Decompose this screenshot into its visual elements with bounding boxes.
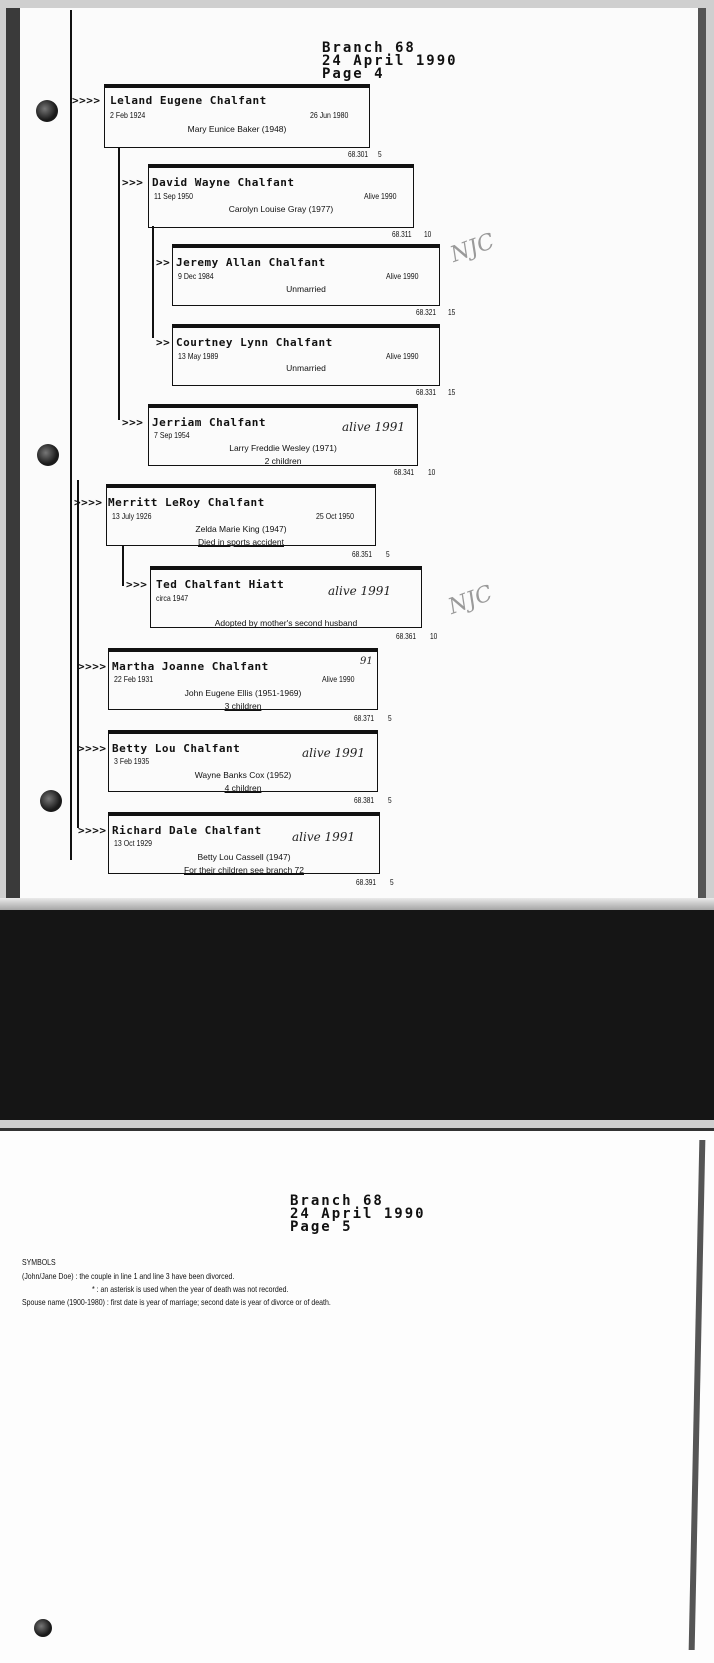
entry-name: David Wayne Chalfant <box>152 176 295 189</box>
entry-name: Betty Lou Chalfant <box>112 742 241 755</box>
entry-birth-date: 2 Feb 1924 <box>110 110 146 120</box>
entry-name: Richard Dale Chalfant <box>112 824 262 837</box>
symbols-title: SYMBOLS <box>22 1257 56 1267</box>
entry-ref: 68.311 <box>392 230 412 239</box>
entry-name: Ted Chalfant Hiatt <box>156 578 285 591</box>
symbol-asterisk: * : an asterisk is used when the year of death was not recorded. <box>92 1284 289 1294</box>
entry-birth-date: 13 July 1926 <box>112 511 152 521</box>
entry-ref: 68.341 <box>394 468 415 477</box>
entry-end-date: Alive 1990 <box>386 271 419 281</box>
page-5-header <box>290 1195 426 1234</box>
handwritten-annotation: alive 1991 <box>302 746 366 760</box>
entry-spouse: Zelda Marie King (1947) <box>195 524 287 534</box>
entry-arrow: >>> <box>122 176 144 189</box>
entry-level: 10 <box>424 230 432 239</box>
entry-name: Courtney Lynn Chalfant <box>176 336 333 349</box>
symbol-divorced: (John/Jane Doe) : the couple in line 1 and line 3 have been divorced. <box>22 1271 235 1281</box>
handwritten-initials: NJC <box>445 581 496 620</box>
binder-hole-bottom <box>34 1619 52 1637</box>
margin-rule <box>70 10 72 860</box>
binder-hole-middle <box>37 444 59 466</box>
tree-line <box>152 226 154 338</box>
entry-birth-date: 3 Feb 1935 <box>114 756 150 766</box>
entry-note: 2 children <box>264 456 302 466</box>
entry-arrow: >>>> <box>74 496 103 509</box>
entry-name: Leland Eugene Chalfant <box>110 94 267 107</box>
entry-level: 5 <box>386 550 390 559</box>
page-5-sheet <box>0 1128 714 1663</box>
binder-hole-bottom <box>40 790 62 812</box>
entry-end-date: Alive 1990 <box>386 351 419 361</box>
entry-ref: 68.351 <box>352 550 373 559</box>
entry-birth-date: 7 Sep 1954 <box>154 430 190 440</box>
entry-arrow: >> <box>156 336 171 349</box>
entry-end-date: 26 Jun 1980 <box>310 110 349 120</box>
entry-ref: 68.331 <box>416 388 437 397</box>
entry-ref: 68.391 <box>356 878 377 887</box>
entry-level: 15 <box>448 308 456 317</box>
entry-spouse: Unmarried <box>286 363 326 373</box>
page-4-header <box>322 42 458 81</box>
entry-birth-date: circa 1947 <box>156 593 189 603</box>
tree-line <box>77 480 79 828</box>
entry-spouse: Mary Eunice Baker (1948) <box>187 124 287 134</box>
entry-arrow: >>> <box>126 578 148 591</box>
entry-note: For their children see branch 72 <box>183 865 304 875</box>
handwritten-annotation: alive 1991 <box>328 584 392 598</box>
handwritten-initials: NJC <box>447 229 498 268</box>
entry-birth-date: 9 Dec 1984 <box>178 271 214 281</box>
entry-level: 5 <box>388 796 392 805</box>
symbol-spouse-dates: Spouse name (1900-1980) : first date is year of marriage; second date is year of divorce or of death. <box>22 1297 331 1307</box>
entry-end-date: 25 Oct 1950 <box>316 511 354 521</box>
header-branch: Branch 68 <box>322 40 416 56</box>
header-branch: Branch 68 <box>290 1193 384 1209</box>
entry-name: Martha Joanne Chalfant <box>112 660 269 673</box>
entry-end-date: Alive 1990 <box>322 674 355 684</box>
entry-level: 5 <box>388 714 392 723</box>
handwritten-annotation: alive 1991 <box>342 420 406 434</box>
entry-level: 10 <box>430 632 438 641</box>
entry-birth-date: 22 Feb 1931 <box>114 674 154 684</box>
entry-arrow: >>>> <box>72 94 101 107</box>
entry-arrow: >> <box>156 256 171 269</box>
entry-name: Jerriam Chalfant <box>152 416 266 429</box>
tree-line <box>122 546 124 586</box>
handwritten-annotation: alive 1991 <box>292 830 356 844</box>
header-date: 24 April 1990 <box>322 53 458 69</box>
entry-arrow: >>>> <box>78 742 107 755</box>
entry-note: Died in sports accident <box>198 537 284 547</box>
entry-level: 5 <box>378 150 382 159</box>
entry-level: 10 <box>428 468 436 477</box>
entry-spouse: Carolyn Louise Gray (1977) <box>228 204 334 214</box>
entry-birth-date: 13 May 1989 <box>178 351 219 361</box>
entry-note: 3 children <box>224 701 262 711</box>
entry-ref: 68.361 <box>396 632 417 641</box>
header-page: Page 5 <box>290 1219 353 1235</box>
binder-hole-top <box>36 100 58 122</box>
entry-birth-date: 13 Oct 1929 <box>114 838 152 848</box>
header-date: 24 April 1990 <box>290 1206 426 1222</box>
entry-ref: 68.301 <box>348 150 369 159</box>
entry-arrow: >>>> <box>78 824 107 837</box>
entry-spouse: John Eugene Ellis (1951-1969) <box>184 688 302 698</box>
entry-name: Merritt LeRoy Chalfant <box>108 496 265 509</box>
entry-arrow: >>> <box>122 416 144 429</box>
entry-ref: 68.321 <box>416 308 437 317</box>
entry-spouse: Wayne Banks Cox (1952) <box>194 770 292 780</box>
entry-spouse: Unmarried <box>286 284 326 294</box>
entry-end-date: Alive 1990 <box>364 191 397 201</box>
entry-arrow: >>>> <box>78 660 107 673</box>
handwritten-annotation: 91 <box>360 656 373 667</box>
entry-birth-date: 11 Sep 1950 <box>154 191 194 201</box>
entry-note: Adopted by mother's second husband <box>214 618 358 628</box>
header-page: Page 4 <box>322 66 385 82</box>
entry-note: 4 children <box>224 783 262 793</box>
entry-spouse: Larry Freddie Wesley (1971) <box>229 443 337 453</box>
entry-level: 15 <box>448 388 456 397</box>
entry-spouse: Betty Lou Cassell (1947) <box>197 852 291 862</box>
scan-gap <box>0 910 714 1120</box>
tree-line <box>118 148 120 420</box>
entry-level: 5 <box>390 878 394 887</box>
entry-ref: 68.381 <box>354 796 375 805</box>
entry-name: Jeremy Allan Chalfant <box>176 256 326 269</box>
entry-ref: 68.371 <box>354 714 375 723</box>
